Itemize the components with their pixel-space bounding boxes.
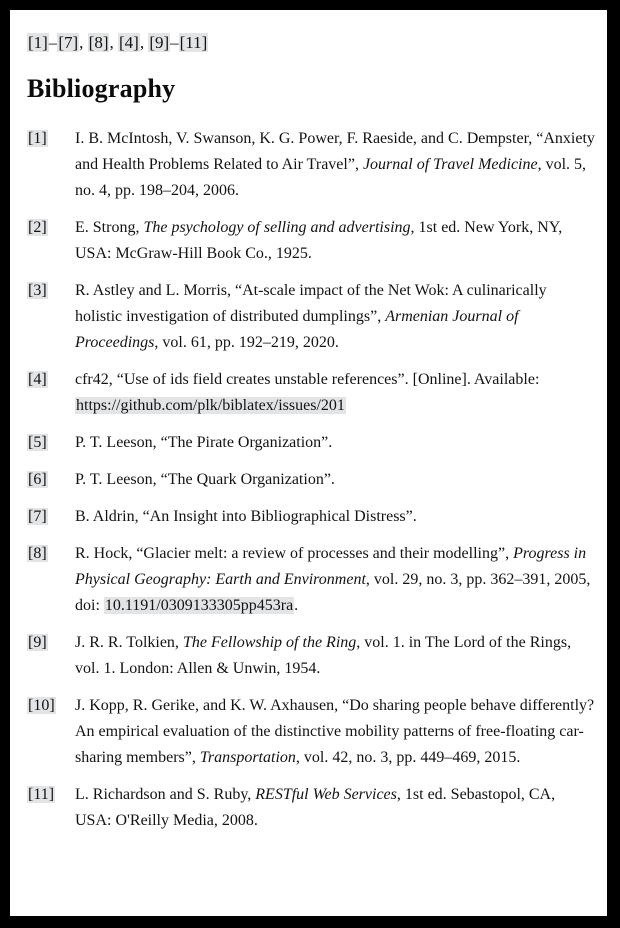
- reference-label-link[interactable]: [5]: [28, 434, 47, 451]
- reference-item: [27, 126, 595, 204]
- reference-text: [75, 630, 595, 682]
- reference-text-segment: E. Strong,: [75, 219, 144, 236]
- reference-text-segment: cfr42, “Use of ids field creates unstable references”. [Online]. Available:: [75, 371, 540, 388]
- reference-label-cell: [27, 215, 75, 267]
- reference-text-segment: B. Aldrin, “An Insight into Bibliographical Distress”.: [75, 508, 417, 525]
- reference-item: [27, 630, 595, 682]
- reference-url-link[interactable]: 10.1191/0309133305pp453ra: [104, 597, 294, 614]
- reference-label-link[interactable]: [3]: [28, 282, 47, 299]
- reference-title-italic: The psychology of selling and advertising: [143, 219, 411, 236]
- reference-text-segment: , vol. 1. in The Lord of the Rings, vol. 1. London: Allen & Unwin, 1954.: [75, 634, 572, 677]
- citation-link[interactable]: [7]: [58, 33, 79, 52]
- reference-text: [75, 467, 595, 493]
- reference-label-link[interactable]: [10]: [28, 697, 55, 714]
- reference-label-link[interactable]: [4]: [28, 371, 47, 388]
- reference-label-link[interactable]: [7]: [28, 508, 47, 525]
- reference-label-cell: [27, 504, 75, 530]
- reference-text-segment: , 1st ed. New York, NY, USA: McGraw-Hill Book Co., 1925.: [75, 219, 563, 262]
- page-content: [10, 10, 607, 834]
- reference-label-cell: [27, 278, 75, 356]
- reference-label-cell: [27, 126, 75, 204]
- reference-text-segment: P. T. Leeson, “The Quark Organization”.: [75, 471, 335, 488]
- reference-label-cell: [27, 630, 75, 682]
- reference-text: [75, 693, 595, 771]
- reference-label-cell: [27, 693, 75, 771]
- reference-item: [27, 278, 595, 356]
- reference-text: [75, 367, 595, 419]
- citation-separator: –: [170, 33, 179, 52]
- reference-title-italic: Journal of Travel Medicine: [362, 156, 538, 173]
- reference-label-cell: [27, 782, 75, 834]
- reference-label-link[interactable]: [11]: [28, 786, 55, 803]
- reference-text: [75, 126, 595, 204]
- bibliography-heading: Bibliography: [27, 74, 176, 103]
- reference-text-segment: , 1st ed. Sebastopol, CA, USA: O'Reilly Media, 2008.: [75, 786, 556, 829]
- reference-label-cell: [27, 467, 75, 493]
- reference-label-link[interactable]: [1]: [28, 130, 47, 147]
- reference-item: [27, 430, 595, 456]
- reference-text: [75, 430, 595, 456]
- reference-text-segment: R. Hock, “Glacier melt: a review of processes and their modelling”,: [75, 545, 514, 562]
- reference-text: [75, 278, 595, 356]
- reference-list: [27, 126, 595, 834]
- reference-title-italic: Transportation: [199, 749, 296, 766]
- citation-link[interactable]: [4]: [118, 33, 139, 52]
- reference-label-link[interactable]: [6]: [28, 471, 47, 488]
- citation-separator: ,: [79, 33, 88, 52]
- reference-text-segment: R. Astley and L. Morris, “At-scale impact of the Net Wok: A culinarically holistic investigation of distributed dumplings”,: [75, 282, 547, 325]
- reference-title-italic: Progress in Physical Geography: Earth and Environment: [75, 545, 587, 588]
- reference-item: [27, 215, 595, 267]
- reference-label-cell: [27, 430, 75, 456]
- citation-line: [27, 30, 595, 55]
- reference-text-segment: J. R. R. Tolkien,: [75, 634, 183, 651]
- reference-text: [75, 782, 595, 834]
- reference-item: [27, 467, 595, 493]
- citation-link[interactable]: [9]: [149, 33, 170, 52]
- reference-title-italic: The Fellowship of the Ring: [182, 634, 357, 651]
- document-page: [10, 10, 607, 916]
- citation-separator: ,: [139, 33, 149, 52]
- reference-url-link[interactable]: https://github.com/plk/biblatex/issues/201: [76, 397, 345, 414]
- reference-label-link[interactable]: [8]: [28, 545, 47, 562]
- reference-text-segment: , vol. 42, no. 3, pp. 449–469, 2015.: [295, 749, 521, 766]
- reference-title-italic: RESTful Web Services: [255, 786, 397, 803]
- reference-text-segment: I. B. McIntosh, V. Swanson, K. G. Power, F. Raeside, and C. Dempster, “Anxiety and Health Problems Related to Air Travel”,: [75, 130, 595, 173]
- reference-text: [75, 541, 595, 619]
- citation-link[interactable]: [1]: [28, 33, 48, 52]
- citation-link[interactable]: [8]: [88, 33, 109, 52]
- citation-separator: ,: [109, 33, 118, 52]
- reference-title-italic: Armenian Journal of Proceedings: [75, 308, 519, 351]
- reference-item: [27, 541, 595, 619]
- reference-text-segment: , vol. 61, pp. 192–219, 2020.: [154, 334, 339, 351]
- reference-text-segment: , vol. 29, no. 3, pp. 362–391, 2005, doi:: [75, 571, 591, 614]
- reference-item: [27, 367, 595, 419]
- reference-text-segment: J. Kopp, R. Gerike, and K. W. Axhausen, “Do sharing people behave differently? An empirical evaluation of the distinctive mobility patterns of free-floating car-sharing members”,: [75, 697, 595, 766]
- reference-text-segment: P. T. Leeson, “The Pirate Organization”.: [75, 434, 333, 451]
- reference-text-segment: L. Richardson and S. Ruby,: [75, 786, 256, 803]
- citation-link[interactable]: [11]: [179, 33, 208, 52]
- reference-label-cell: [27, 367, 75, 419]
- reference-item: [27, 782, 595, 834]
- reference-item: [27, 504, 595, 530]
- reference-text-segment: , vol. 5, no. 4, pp. 198–204, 2006.: [75, 156, 587, 199]
- reference-text: [75, 504, 595, 530]
- reference-text-segment: .: [294, 597, 299, 614]
- reference-item: [27, 693, 595, 771]
- reference-text: [75, 215, 595, 267]
- reference-label-link[interactable]: [9]: [28, 634, 47, 651]
- reference-label-link[interactable]: [2]: [28, 219, 47, 236]
- citation-separator: –: [48, 33, 58, 52]
- reference-label-cell: [27, 541, 75, 619]
